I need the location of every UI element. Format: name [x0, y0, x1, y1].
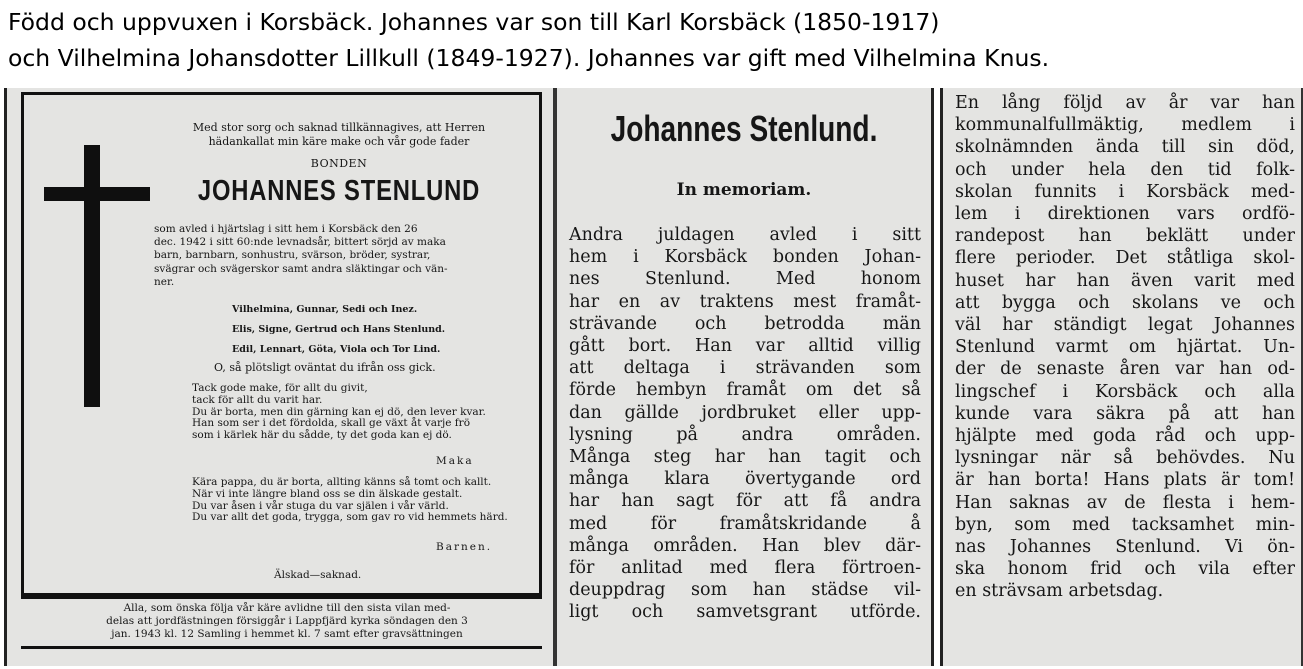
verse-line: Han som ser i det fördolda, skall ge växt åt varje frö: [192, 417, 471, 430]
article-line: gått bort. Han var alltid villig: [569, 336, 921, 357]
cross-icon-bar: [44, 187, 150, 201]
verse-line: Du är borta, men din gärning kan ej dö, den lever kvar.: [192, 405, 486, 418]
notice-death-line: svägrar och svägerskor samt andra släktingar och vän-: [154, 262, 448, 275]
article-line: Andra juldagen avled i sitt: [569, 225, 921, 245]
article-line: många klara övertygande ord: [569, 469, 921, 490]
article-line: många områden. Han blev där-: [569, 535, 921, 556]
notice-intro-line: hädankallat min käre make och vår gode fader: [208, 135, 470, 148]
article-line: dan gällde jordbruket eller upp-: [569, 402, 921, 423]
verse-line: som i kärlek här du sådde, ty det goda kan ej dö.: [192, 429, 452, 442]
article-body-part-1: [569, 224, 921, 624]
funeral-line: Alla, som önska följa vår käre avlidne till den sista vilan med-: [123, 602, 451, 614]
notice-death-line: ner.: [154, 275, 175, 288]
article-line: huset har han även varit med: [955, 270, 1295, 291]
article-line: skolan funnits i Korsbäck med-: [955, 181, 1295, 202]
divider-rule: [21, 596, 542, 599]
notice-signature-children: Barnen.: [436, 541, 493, 553]
article-clipping-part-1: [555, 88, 934, 666]
article-line: har han sagt för att få andra: [569, 491, 921, 512]
article-line: för anlitad med flera förtroen-: [569, 558, 921, 579]
article-line: väl har ständigt legat Johannes: [955, 315, 1295, 336]
verse-line: tack för allt du varit har.: [192, 393, 323, 406]
article-line: Många steg har han tagit och: [569, 447, 921, 468]
notice-death-text: [154, 223, 538, 289]
divider-rule: [21, 646, 542, 649]
article-line: ligt och samvetsgrant utförde.: [569, 602, 921, 623]
caption: [8, 4, 1298, 76]
funeral-line: delas att jordfästningen försiggår i Lappfjärd kyrka söndagen den 3: [106, 615, 468, 627]
mourner-line: Elis, Signe, Gertrud och Hans Stenlund.: [232, 324, 446, 335]
notice-verse-children: [192, 477, 542, 524]
article-line: hem i Korsbäck bonden Johan-: [569, 247, 921, 268]
notice-verse-wife: [192, 383, 542, 442]
article-line: byn, som med tacksamhet min-: [955, 514, 1295, 535]
article-line: Stenlund varmt om hjärtat. Un-: [955, 337, 1295, 358]
mourner-line: Edil, Lennart, Göta, Viola och Tor Lind.: [232, 344, 441, 355]
notice-frame: [21, 92, 542, 596]
article-line: nes Stenlund. Med honom: [569, 269, 921, 290]
article-line: strävande och betrodda män: [569, 313, 921, 334]
article-line: skolnämnden ända till sin död,: [955, 137, 1295, 158]
article-title: Johannes Stenlund.: [610, 108, 878, 149]
article-line: lem i direktionen vars ordfö-: [955, 204, 1295, 225]
verse-line: Du var åsen i vår stuga du var själen i vår värld.: [192, 499, 449, 512]
verse-line: Tack gode make, för allt du givit,: [192, 382, 368, 394]
article-line: nas Johannes Stenlund. Vi ön-: [955, 537, 1295, 558]
notice-loved-missed: Älskad—saknad.: [274, 569, 362, 581]
article-line: att deltaga i strävanden som: [569, 358, 921, 379]
notice-death-line: barn, barnbarn, sonhustru, svärson, bröder, systrar,: [154, 249, 431, 262]
verse-line: När vi inte längre bland oss se din älskade gestalt.: [192, 487, 463, 500]
verse-line: Du var allt det goda, trygga, som gav ro vid hemmets härd.: [192, 511, 508, 524]
article-line: Han saknas av de flesta i hem-: [955, 492, 1295, 513]
death-notice-clipping: [4, 88, 555, 666]
article-line: är han borta! Hans plats är tom!: [955, 470, 1295, 491]
article-line: förde hembyn framåt om det så: [569, 380, 921, 401]
article-line: kommunalfullmäktig, medlem i: [955, 115, 1295, 136]
article-line: kunde vara säkra på att han: [955, 403, 1295, 424]
caption-line-2: och Vilhelmina Johansdotter Lillkull (1849-1927). Johannes var gift med Vilhelmina Knus.: [8, 44, 1050, 72]
funeral-line: jan. 1943 kl. 12 Samling i hemmet kl. 7 samt efter gravsättningen: [111, 628, 463, 640]
cross-icon: [84, 145, 100, 407]
article-line: lysningar när så behövdes. Nu: [955, 448, 1295, 469]
article-line: har en av traktens mest framåt-: [569, 291, 921, 312]
notice-death-line: som avled i hjärtslag i sitt hem i Korsbäck den 26: [154, 223, 418, 235]
mourner-line: Vilhelmina, Gunnar, Sedi och Inez.: [232, 304, 418, 315]
notice-exclamation: O, så plötsligt oväntat du ifrån oss gick.: [214, 361, 436, 374]
article-subhead: In memoriam.: [676, 180, 812, 200]
article-line: randepost han beklätt under: [955, 226, 1295, 247]
notice-occupation: BONDEN: [310, 157, 368, 170]
notice-mourners: [232, 300, 532, 360]
article-line: lysning på andra områden.: [569, 424, 921, 445]
notice-intro-line: Med stor sorg och saknad tillkännagives, att Herren: [192, 121, 486, 134]
article-line: att bygga och skolans ve och: [955, 292, 1295, 313]
article-line: en strävsam arbetsdag.: [955, 581, 1164, 602]
article-line: En lång följd av år var han: [955, 93, 1295, 113]
article-line: deuppdrag som han städse vil-: [569, 580, 921, 601]
caption-line-1: Född och uppvuxen i Korsbäck. Johannes var son till Karl Korsbäck (1850-1917): [8, 8, 940, 36]
notice-signature-wife: Maka: [436, 455, 474, 467]
notice-deceased-name: JOHANNES STENLUND: [197, 175, 481, 207]
article-line: hjälpte med goda råd och upp-: [955, 426, 1295, 447]
notice-intro: [144, 121, 534, 149]
article-line: ska honom frid och vila efter: [955, 559, 1295, 580]
verse-line: Kära pappa, du är borta, allting känns så tomt och kallt.: [192, 476, 492, 488]
article-clipping-part-2: [940, 88, 1303, 666]
article-line: med för framåtskridande å: [569, 513, 921, 534]
article-line: der de senaste åren var han od-: [955, 359, 1295, 380]
article-body-part-2: [955, 92, 1295, 603]
notice-death-line: dec. 1942 i sitt 60:nde levnadsår, bittert sörjd av maka: [154, 236, 446, 249]
article-line: flere perioder. Det ståtliga skol-: [955, 248, 1295, 269]
article-line: och under hela den tid folk-: [955, 159, 1295, 180]
article-line: lingschef i Korsbäck och alla: [955, 381, 1295, 402]
funeral-announcement: [37, 602, 537, 641]
